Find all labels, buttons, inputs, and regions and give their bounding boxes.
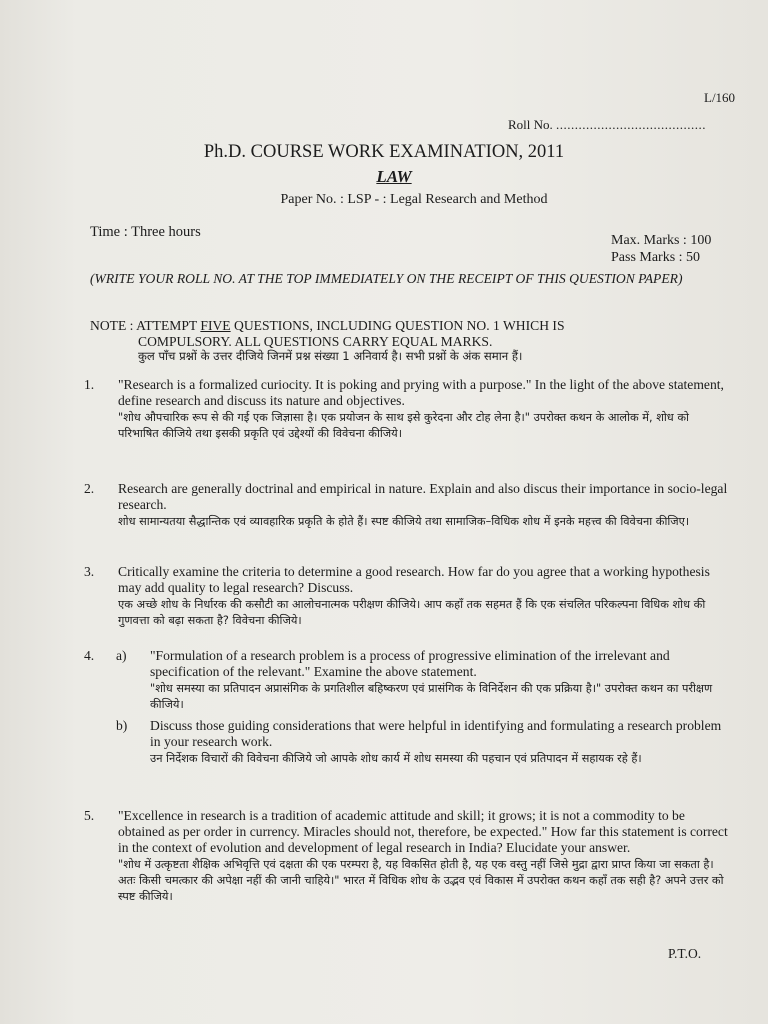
question-number: 4. — [84, 648, 95, 663]
subpart-label: b) — [116, 718, 128, 733]
note-text-a: NOTE : ATTEMPT — [90, 318, 201, 333]
question-5 — [118, 808, 728, 905]
question-3 — [118, 564, 728, 629]
question-4b-hindi: उन निर्देशक विचारों की विवेचना कीजिये जो आपके शोध कार्य में शोध समस्या की पहचान एवं प्रतिपादन में सहायक रहे हैं। — [150, 752, 642, 765]
question-number: 1. — [84, 377, 95, 392]
question-number: 2. — [84, 481, 95, 496]
roll-number-field — [508, 117, 706, 133]
note-five: FIVE — [200, 318, 231, 333]
question-number: 5. — [84, 808, 95, 823]
question-3-hindi: एक अच्छे शोध के निर्धारक की कसौटी का आलोचनात्मक परीक्षण कीजिये। आप कहाँ तक सहमत हैं कि एक संचलित परिकल्पना विधिक शोध की गुणवत्ता को बढ़ा सकता है? विवेचना कीजिये। — [118, 598, 706, 627]
max-marks: Max. Marks : 100 — [611, 233, 712, 248]
question-4a — [150, 648, 728, 713]
question-1 — [118, 377, 728, 442]
question-5-english: "Excellence in research is a tradition of academic attitude and skill; it grows; it is not a commodity to be obtained as per order in currency. Miracles should not, therefore, be expected." How far this statement is correct in the context of evolution and development of legal research in India? Elucidate your answer. — [118, 808, 728, 855]
time-allowed: Time : Three hours — [90, 224, 201, 240]
question-3-english: Critically examine the criteria to determine a good research. How far do you agree that a working hypothesis may add quality to legal research? Discuss. — [118, 564, 710, 595]
note-line-2: COMPULSORY. ALL QUESTIONS CARRY EQUAL MARKS. — [138, 334, 493, 349]
question-4a-hindi: "शोध समस्या का प्रतिपादन अप्रासंगिक के प्रगतिशील बहिष्करण एवं प्रासंगिक के विनिर्देशन की एक प्रक्रिया है।" उपरोक्त कथन का परीक्षण कीजिये। — [150, 682, 713, 711]
paper-code: L/160 — [704, 90, 736, 105]
pto-marker: P.T.O. — [668, 946, 702, 961]
note-block — [90, 318, 730, 350]
roll-blank: ........................................ — [556, 117, 707, 132]
note-hindi: कुल पाँच प्रश्नों के उत्तर दीजिये जिनमें प्रश्न संख्या 1 अनिवार्य है। सभी प्रश्नों के अंक समान हैं। — [138, 349, 523, 363]
question-number: 3. — [84, 564, 95, 579]
question-4b-english: Discuss those guiding considerations that were helpful in identifying and formulating a research problem in your research work. — [150, 718, 722, 749]
note-text-b: QUESTIONS, INCLUDING QUESTION NO. 1 WHICH IS — [230, 318, 565, 333]
question-2-english: Research are generally doctrinal and empirical in nature. Explain and also discus their importance in socio-legal research. — [118, 481, 728, 512]
question-2-hindi: शोध सामान्यतया सैद्धान्तिक एवं व्यावहारिक प्रकृति के होते हैं। स्पष्ट कीजिये तथा सामाजिक–विधिक शोध में इनके महत्त्व की विवेचना कीजिए। — [118, 515, 690, 528]
paper-info: Paper No. : LSP - : Legal Research and Method — [280, 192, 548, 207]
subject-heading: LAW — [376, 167, 412, 186]
question-2 — [118, 481, 728, 530]
roll-instruction: (WRITE YOUR ROLL NO. AT THE TOP IMMEDIATELY ON THE RECEIPT OF THIS QUESTION PAPER) — [90, 271, 683, 286]
roll-label: Roll No. — [508, 117, 553, 132]
subpart-label: a) — [116, 648, 127, 663]
pass-marks: Pass Marks : 50 — [611, 250, 701, 265]
question-4b — [150, 718, 728, 767]
question-1-hindi: "शोध औपचारिक रूप से की गई एक जिज्ञासा है। एक प्रयोजन के साथ इसे कुरेदना और टोह लेना है।" उपरोक्त कथन के आलोक में, शोध को परिभाषित कीजिये तथा इसकी प्रकृति एवं उद्देश्यों की विवेचना कीजिये। — [118, 411, 689, 440]
question-5-hindi: "शोध में उत्कृष्टता शैक्षिक अभिवृत्ति एवं दक्षता की एक परम्परा है, यह विकसित होती है, यह एक वस्तु नहीं जिसे मुद्रा द्वारा प्राप्त किया जा सकता है। अतः किसी चमत्कार की अपेक्षा नहीं की जानी चाहिये।" भारत में विधिक शोध के उद्भव एवं विकास में उपरोक्त कथन कहाँ तक सही है? अपने उत्तर को स्पष्ट कीजिये। — [118, 858, 724, 903]
question-4a-english: "Formulation of a research problem is a process of progressive elimination of the irrelevant and specification of the relevant." Examine the above statement. — [150, 648, 670, 679]
exam-title: Ph.D. COURSE WORK EXAMINATION, 2011 — [203, 142, 565, 162]
question-1-english: "Research is a formalized curiocity. It is poking and prying with a purpose." In the light of the above statement, define research and discuss its nature and objectives. — [118, 377, 724, 408]
